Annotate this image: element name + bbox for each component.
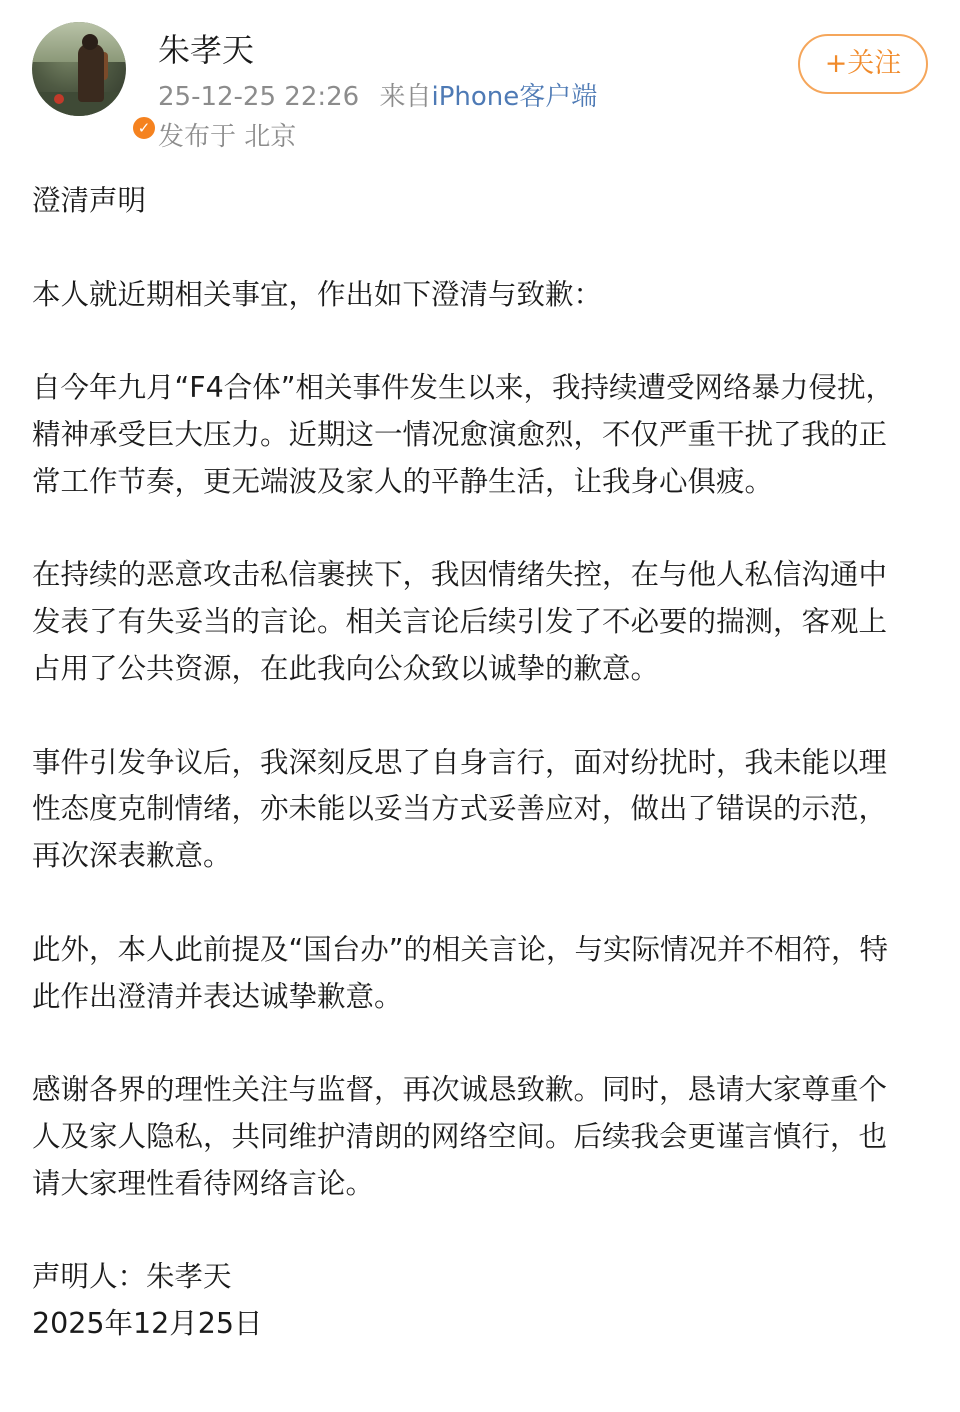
follow-button[interactable]: +关注 [798,34,928,94]
post-title: 澄清声明 [32,184,147,217]
avatar[interactable] [32,22,151,137]
source-prefix: 来自 [379,82,432,112]
post-location: 发布于 北京 [158,122,297,152]
post-timestamp: 25-12-25 22:26 [158,82,360,112]
post-meta [158,80,597,114]
post-paragraph: 感谢各界的理性关注与监督，再次诚恳致歉。同时，恳请大家尊重个人及家人隐私，共同维护清朗的网络空间。后续我会更谨言慎行，也请大家理性看待网络言论。 [32,1073,888,1200]
source-link[interactable]: iPhone客户端 [431,82,598,112]
avatar-photo [32,22,126,116]
post-paragraph: 本人就近期相关事宜，作出如下澄清与致歉： [32,277,603,311]
verified-badge-icon: ✓ [130,114,158,142]
post-header [0,0,960,170]
user-name[interactable]: 朱孝天 [158,31,255,69]
post-date: 2025年12月25日 [32,1307,263,1341]
post-paragraph: 此外，本人此前提及“国台办”的相关言论，与实际情况并不相符，特此作出澄清并表达诚挚歉意。 [32,932,889,1013]
post-content [32,178,912,1348]
post-paragraph: 事件引发争议后，我深刻反思了自身言行，面对纷扰时，我未能以理性态度克制情绪，亦未能以妥当方式妥善应对，做出了错误的示范，再次深表歉意。 [32,745,888,873]
post-paragraph: 在持续的恶意攻击私信裹挟下，我因情绪失控，在与他人私信沟通中发表了有失妥当的言论。相关言论后续引发了不必要的揣测，客观上占用了公共资源，在此我向公众致以诚挚的歉意。 [32,558,888,685]
post-paragraph: 自今年九月“F4合体”相关事件发生以来，我持续遭受网络暴力侵扰，精神承受巨大压力。近期这一情况愈演愈烈，不仅严重干扰了我的正常工作节奏，更无端波及家人的平静生活，让我身心俱疲。 [32,371,895,498]
post-signature: 声明人：朱孝天 [32,1260,232,1294]
